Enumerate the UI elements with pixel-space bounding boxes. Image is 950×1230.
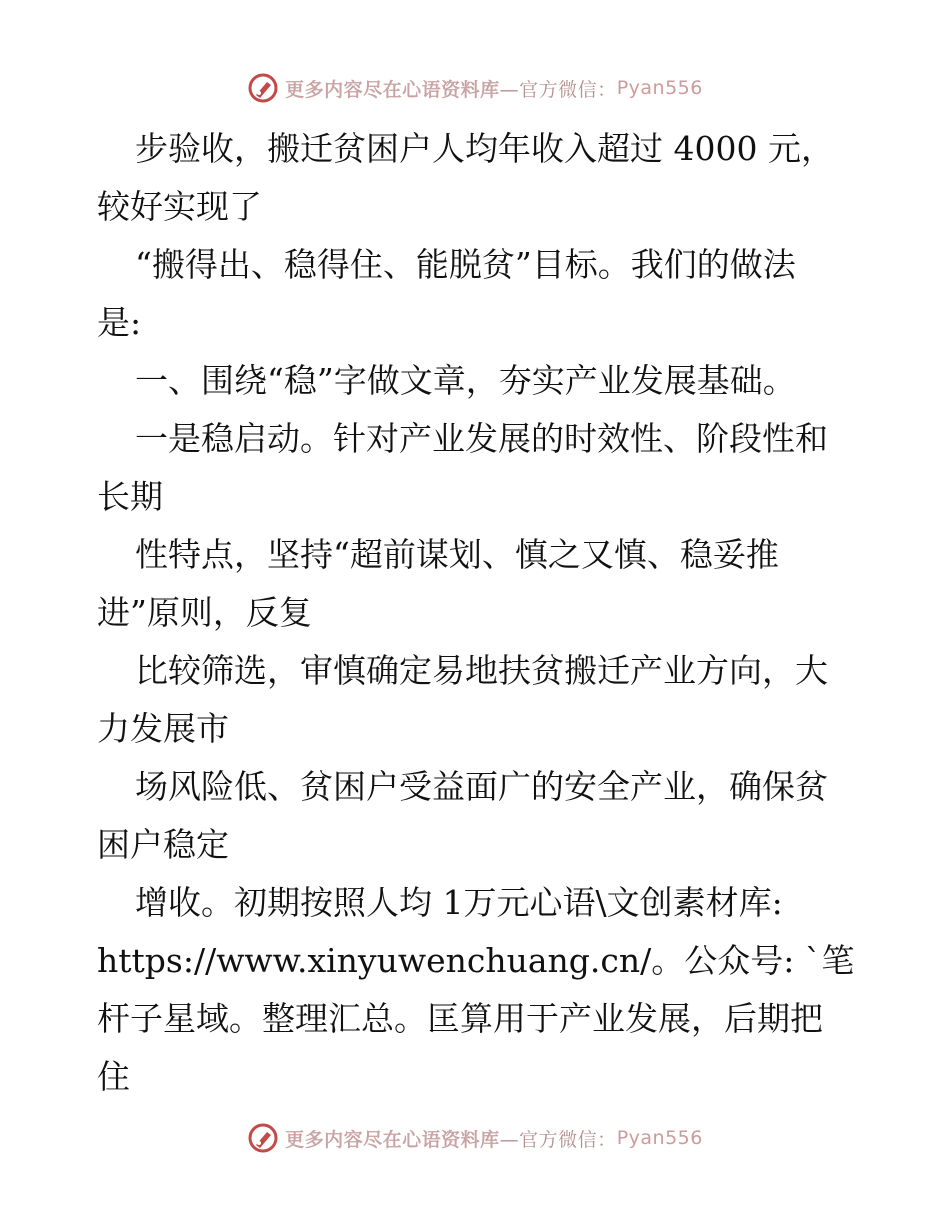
banner-wechat-id: Pyan556 [616, 77, 703, 99]
banner-label: —官方微信： [499, 1128, 617, 1151]
body-line: 杆子星域。整理汇总。匡算用于产业发展，后期把 [97, 999, 823, 1038]
body-line: 较好实现了 [97, 187, 262, 226]
header-banner [0, 72, 950, 104]
body-line: 进”原则，反复 [97, 593, 312, 632]
body-line: 住 [97, 1057, 130, 1096]
pen-logo-icon [247, 1122, 279, 1154]
body-line: “搬得出、稳得住、能脱贫”目标。我们的做法 [135, 245, 796, 284]
banner-title: 更多内容尽在心语资料库 [285, 1128, 500, 1151]
body-line: 力发展市 [97, 709, 229, 748]
section-heading: 一、围绕“稳”字做文章，夯实产业发展基础。 [135, 361, 796, 400]
document-body [97, 120, 857, 1106]
banner-wechat-id: Pyan556 [616, 1127, 703, 1149]
body-line: 比较筛选，审慎确定易地扶贫搬迁产业方向，大 [135, 651, 828, 690]
footer-banner [0, 1122, 950, 1154]
body-line-url: https://www.xinyuwenchuang.cn/。公众号: `笔 [97, 941, 855, 980]
banner-label: —官方微信： [499, 78, 617, 101]
banner-title: 更多内容尽在心语资料库 [285, 78, 500, 101]
pen-logo-icon [247, 72, 279, 104]
body-line: 场风险低、贫困户受益面广的安全产业，确保贫 [135, 767, 828, 806]
body-line: 步验收，搬迁贫困户人均年收入超过 4000 元， [135, 129, 834, 168]
body-line: 长期 [97, 477, 163, 516]
body-line: 一是稳启动。针对产业发展的时效性、阶段性和 [135, 419, 828, 458]
body-line: 困户稳定 [97, 825, 229, 864]
body-line: 性特点，坚持“超前谋划、慎之又慎、稳妥推 [135, 535, 779, 574]
body-line: 增收。初期按照人均 1万元心语\文创素材库: [135, 883, 783, 922]
body-line: 是: [97, 303, 142, 342]
